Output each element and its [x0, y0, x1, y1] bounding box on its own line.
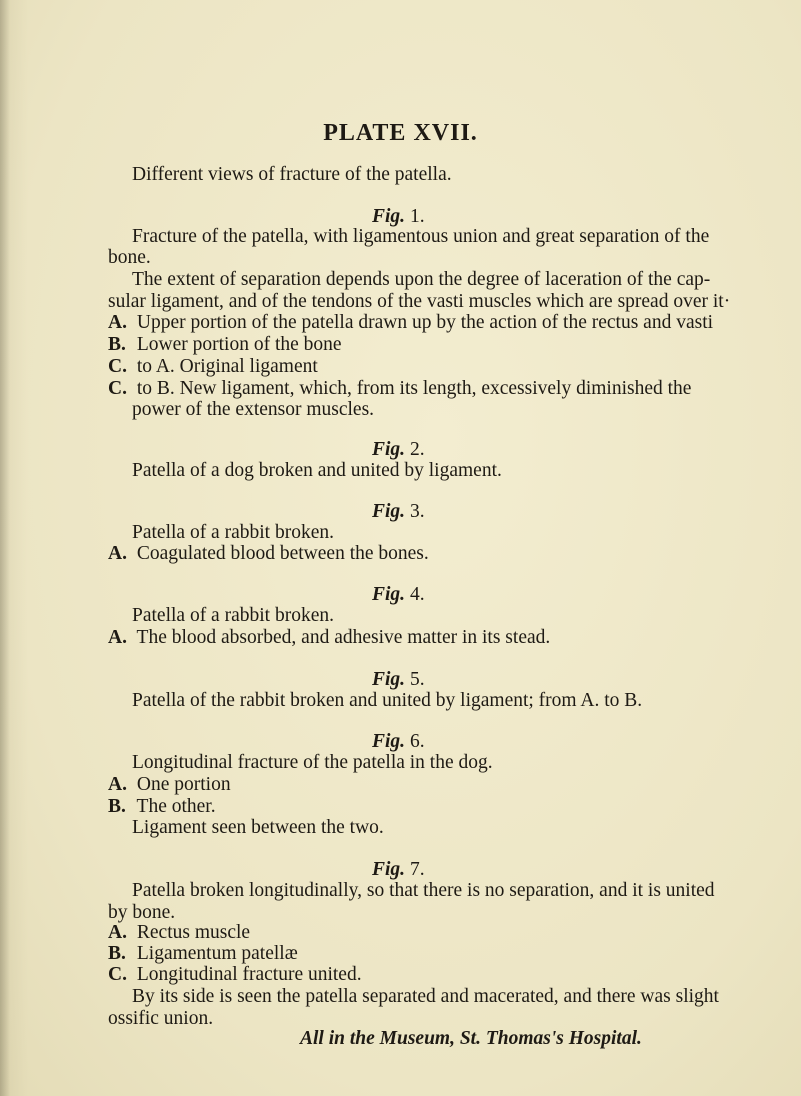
page-gutter-shadow: [0, 0, 10, 1096]
fig-7-item-a: [108, 923, 250, 943]
fig-7-line-2: by bone.: [108, 901, 176, 923]
fig-1-line-1: Fracture of the patella, with ligamentous union and great separation of the: [132, 225, 710, 247]
item-label: A.: [108, 543, 127, 565]
fig-3-word: Fig.: [372, 500, 406, 522]
fig-3-number: 3.: [409, 500, 425, 522]
fig-1-item-c-a: [108, 357, 318, 377]
item-label: C.: [108, 377, 127, 399]
fig-1-line-3: The extent of separation depends upon the degree of laceration of the cap-: [132, 269, 711, 290]
item-label: A.: [108, 626, 127, 648]
fig-4-number: 4.: [409, 583, 425, 605]
fig-1-word: Fig.: [372, 205, 406, 227]
item-text: Rectus muscle: [136, 922, 251, 944]
fig-3-line-1: Patella of a rabbit broken.: [132, 521, 334, 543]
fig-6-number: 6.: [409, 731, 425, 753]
fig-4-line-1: Patella of a rabbit broken.: [132, 604, 334, 626]
item-text: The blood absorbed, and adhesive matter in its stead.: [136, 626, 551, 648]
item-text: One portion: [136, 774, 231, 795]
item-text: to A. Original ligament: [136, 355, 318, 377]
fig-1-item-b: [108, 335, 342, 355]
fig-5-line-1: Patella of the rabbit broken and united by ligament; from A. to B.: [132, 689, 643, 711]
fig-2-word: Fig.: [372, 439, 406, 461]
fig-3-heading: [372, 502, 425, 522]
fig-1-item-a: [108, 313, 713, 333]
fig-4-heading: [372, 585, 425, 605]
fig-5-word: Fig.: [372, 669, 406, 690]
item-label: C.: [108, 355, 127, 377]
item-label: A.: [108, 922, 127, 944]
fig-2-heading: [372, 440, 425, 460]
fig-7-heading: [372, 860, 425, 880]
item-label: B.: [108, 943, 126, 965]
plate-title: PLATE XVII.: [323, 120, 478, 146]
item-label: A.: [108, 312, 127, 334]
item-text: Ligamentum patellæ: [136, 943, 298, 965]
fig-6-line-1: Longitudinal fracture of the patella in the dog.: [132, 752, 493, 774]
fig-4-item-a: [108, 628, 550, 648]
fig-7-closing-1: By its side is seen the patella separated and macerated, and there was slight: [132, 986, 719, 1007]
fig-7-line-1: Patella broken longitudinally, so that there is no separation, and it is united: [132, 879, 715, 901]
plate-subtitle: Different views of fracture of the patella.: [132, 164, 452, 185]
item-text: Coagulated blood between the bones.: [136, 543, 429, 565]
fig-1-heading: [372, 207, 425, 227]
fig-6-word: Fig.: [372, 731, 406, 753]
fig-1-line-4: sular ligament, and of the tendons of the vasti muscles which are spread over it·: [108, 290, 731, 312]
fig-5-number: 5.: [409, 669, 425, 690]
fig-6-item-b: [108, 797, 216, 817]
fig-7-item-c: [108, 965, 362, 985]
item-text: Upper portion of the patella drawn up by the action of the rectus and vasti: [136, 312, 714, 334]
item-label: B.: [108, 334, 126, 356]
fig-1-item-c-b: [108, 379, 691, 399]
fig-2-line-1: Patella of a dog broken and united by ligament.: [132, 459, 502, 481]
fig-6-closing: Ligament seen between the two.: [132, 817, 384, 839]
fig-4-word: Fig.: [372, 583, 406, 605]
item-text: Lower portion of the bone: [136, 334, 342, 356]
fig-7-word: Fig.: [372, 859, 406, 880]
item-text: Longitudinal fracture united.: [136, 964, 362, 985]
fig-6-item-a: [108, 775, 231, 795]
item-label: A.: [108, 774, 127, 795]
item-text: to B. New ligament, which, from its length, excessively diminished the: [136, 377, 692, 399]
fig-1-line-2: bone.: [108, 247, 151, 269]
museum-attribution: All in the Museum, St. Thomas's Hospital.: [300, 1028, 642, 1049]
fig-7-item-b: [108, 944, 298, 964]
item-label: B.: [108, 795, 126, 817]
fig-5-heading: [372, 670, 425, 690]
fig-7-number: 7.: [409, 859, 425, 880]
item-text: The other.: [136, 795, 216, 817]
fig-1-number: 1.: [409, 205, 425, 227]
fig-6-heading: [372, 732, 425, 752]
fig-7-closing-2: ossific union.: [108, 1008, 214, 1029]
fig-3-item-a: [108, 544, 429, 564]
fig-1-continuation: power of the extensor muscles.: [132, 399, 375, 421]
item-label: C.: [108, 964, 127, 985]
fig-2-number: 2.: [409, 439, 425, 461]
